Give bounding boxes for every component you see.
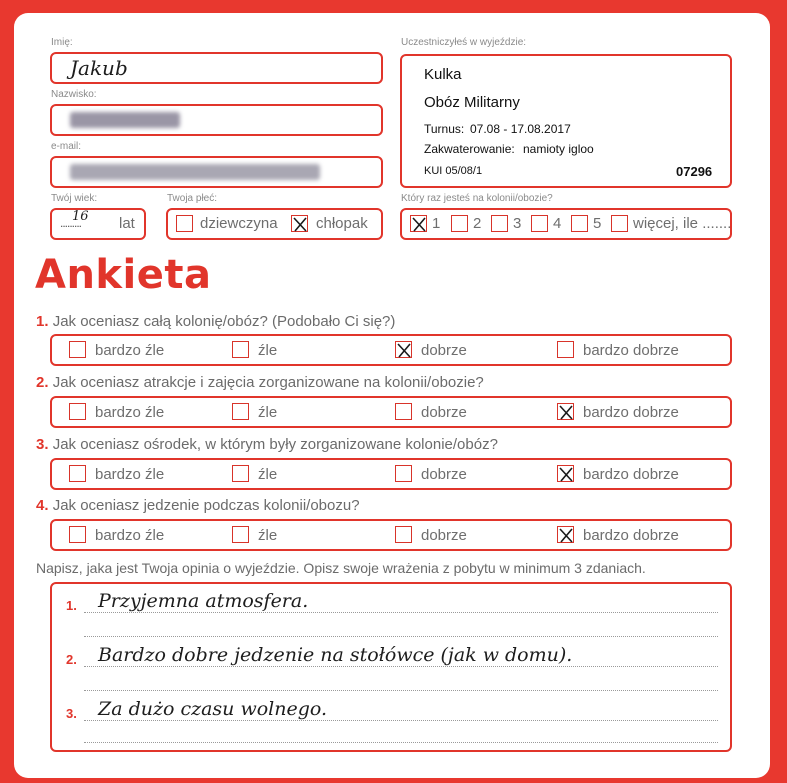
question-3 (36, 436, 498, 453)
opinion-line-1: Przyjemna atmosfera. (98, 590, 309, 612)
gender-option-girl: dziewczyna (200, 215, 278, 232)
age-label: Twój wiek: (51, 193, 98, 204)
trip-camp: Obóz Militarny (424, 94, 520, 111)
gender-checkbox-boy[interactable] (291, 215, 308, 232)
writing-line (84, 636, 718, 637)
age-unit: lat (119, 215, 135, 232)
cross-mark-icon (411, 216, 428, 233)
name-label: Imię: (51, 37, 73, 48)
q4-option-bad: źle (258, 527, 278, 544)
question-number: 2. (36, 374, 49, 391)
cross-mark-icon (292, 216, 309, 233)
q1-checkbox-very-bad[interactable] (69, 341, 86, 358)
q4-option-very-bad: bardzo źle (95, 527, 165, 544)
q4-checkbox-bad[interactable] (232, 526, 249, 543)
gender-checkbox-girl[interactable] (176, 215, 193, 232)
question-4 (36, 497, 360, 514)
trip-number: 07296 (676, 164, 713, 179)
times-option-more: więcej, ile ....... (633, 215, 732, 232)
times-checkbox-5[interactable] (571, 215, 588, 232)
question-number: 3. (36, 436, 49, 453)
cross-mark-icon (396, 342, 413, 359)
q3-option-good: dobrze (421, 466, 467, 483)
writing-line (84, 742, 718, 743)
q2-checkbox-very-good[interactable] (557, 403, 574, 420)
opinion-prompt: Napisz, jaka jest Twoja opinia o wyjeździe. Opisz swoje wrażenia z pobytu w minimum 3 zdaniach. (36, 560, 646, 576)
gender-label: Twoja płeć: (167, 193, 218, 204)
q1-option-very-bad: bardzo źle (95, 342, 165, 359)
cross-mark-icon (558, 466, 575, 483)
opinion-line-3: Za dużo czasu wolnego. (98, 698, 328, 720)
times-option-2: 2 (473, 215, 482, 232)
age-dots: ......... (60, 216, 82, 230)
times-checkbox-3[interactable] (491, 215, 508, 232)
question-text: Jak oceniasz atrakcje i zajęcia zorganizowane na kolonii/obozie? (52, 374, 484, 391)
q3-checkbox-bad[interactable] (232, 465, 249, 482)
q1-checkbox-bad[interactable] (232, 341, 249, 358)
q2-option-very-good: bardzo dobrze (583, 404, 679, 421)
times-label: Który raz jesteś na kolonii/obozie? (401, 193, 553, 204)
cross-mark-icon (558, 527, 575, 544)
surname-label: Nazwisko: (51, 89, 97, 100)
q1-checkbox-very-good[interactable] (557, 341, 574, 358)
q2-checkbox-bad[interactable] (232, 403, 249, 420)
times-option-3: 3 (513, 215, 522, 232)
q1-checkbox-good[interactable] (395, 341, 412, 358)
writing-line (84, 690, 718, 691)
times-checkbox-2[interactable] (451, 215, 468, 232)
q1-option-good: dobrze (421, 342, 467, 359)
question-number: 4. (36, 497, 49, 514)
name-value: Jakub (70, 56, 128, 80)
q4-checkbox-very-good[interactable] (557, 526, 574, 543)
q4-checkbox-very-bad[interactable] (69, 526, 86, 543)
q4-option-very-good: bardzo dobrze (583, 527, 679, 544)
q2-option-very-bad: bardzo źle (95, 404, 165, 421)
trip-label: Uczestniczyłeś w wyjeździe: (401, 37, 527, 48)
surname-redacted (70, 112, 180, 128)
question-2 (36, 374, 484, 391)
question-text: Jak oceniasz jedzenie podczas kolonii/obozu? (52, 497, 360, 514)
gender-option-boy: chłopak (316, 215, 368, 232)
q2-option-bad: źle (258, 404, 278, 421)
q3-checkbox-good[interactable] (395, 465, 412, 482)
q2-option-good: dobrze (421, 404, 467, 421)
email-label: e-mail: (51, 141, 82, 152)
q2-checkbox-good[interactable] (395, 403, 412, 420)
q2-checkbox-very-bad[interactable] (69, 403, 86, 420)
question-1 (36, 313, 395, 330)
q1-option-bad: źle (258, 342, 278, 359)
writing-line (84, 612, 718, 613)
times-checkbox-1[interactable] (410, 215, 427, 232)
trip-lodging-label: Zakwaterowanie: (424, 142, 515, 156)
trip-turnus-value: 07.08 - 17.08.2017 (470, 122, 571, 136)
question-number: 1. (36, 313, 49, 330)
question-text: Jak oceniasz całą kolonię/obóz? (Podobało Ci się?) (52, 313, 396, 330)
times-option-4: 4 (553, 215, 562, 232)
survey-title: Ankieta (35, 252, 212, 298)
question-text: Jak oceniasz ośrodek, w którym były zorganizowane kolonie/obóz? (52, 436, 498, 453)
trip-org: Kulka (424, 66, 462, 83)
trip-code: KUI 05/08/1 (424, 165, 483, 177)
times-checkbox-4[interactable] (531, 215, 548, 232)
q1-option-very-good: bardzo dobrze (583, 342, 679, 359)
q4-option-good: dobrze (421, 527, 467, 544)
times-option-1: 1 (432, 215, 441, 232)
times-checkbox-more[interactable] (611, 215, 628, 232)
opinion-line-number: 1. (66, 598, 77, 613)
q3-option-very-bad: bardzo źle (95, 466, 165, 483)
opinion-line-number: 2. (66, 652, 77, 667)
writing-line (84, 720, 718, 721)
trip-turnus-label: Turnus: (424, 122, 465, 136)
opinion-line-number: 3. (66, 706, 77, 721)
email-redacted (70, 164, 320, 180)
q3-checkbox-very-good[interactable] (557, 465, 574, 482)
trip-lodging-value: namioty igloo (523, 142, 594, 156)
q3-checkbox-very-bad[interactable] (69, 465, 86, 482)
times-option-5: 5 (593, 215, 602, 232)
writing-line (84, 666, 718, 667)
opinion-line-2: Bardzo dobre jedzenie na stołówce (jak w domu). (98, 644, 573, 666)
cross-mark-icon (558, 404, 575, 421)
q4-checkbox-good[interactable] (395, 526, 412, 543)
q3-option-bad: źle (258, 466, 278, 483)
q3-option-very-good: bardzo dobrze (583, 466, 679, 483)
age-value: 16 (72, 209, 89, 224)
